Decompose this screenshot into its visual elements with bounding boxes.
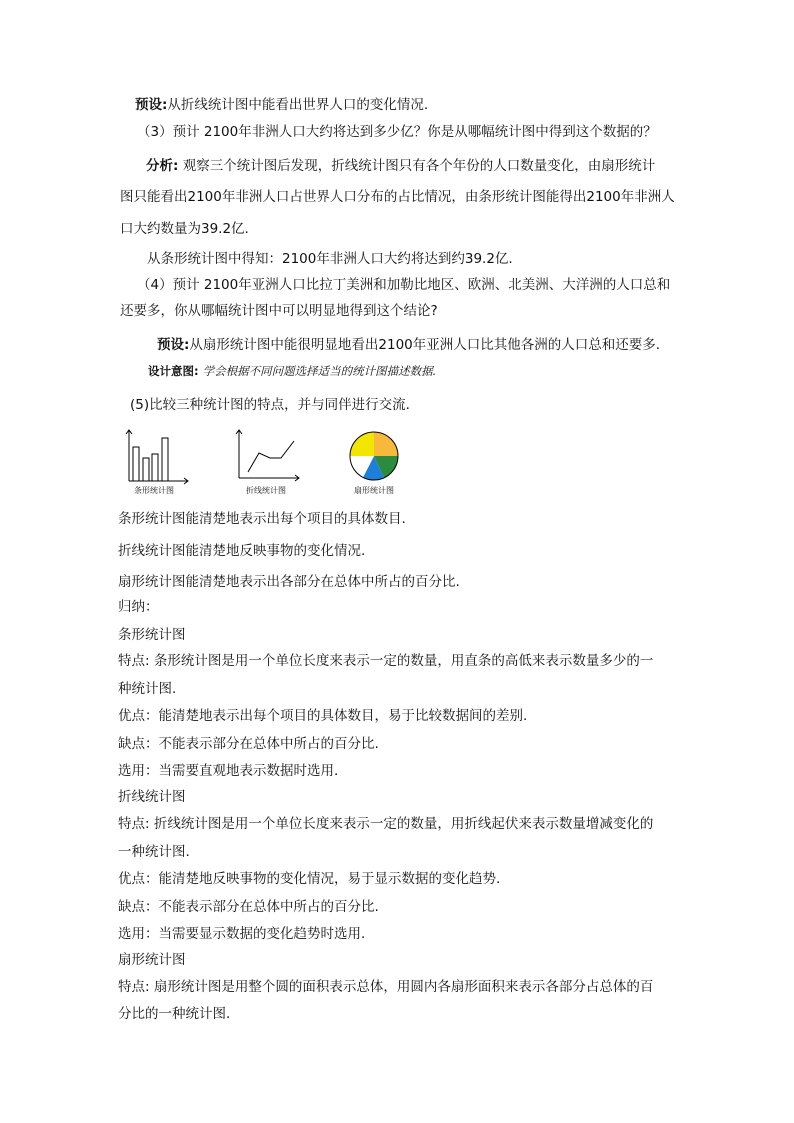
bar-feature-line-2: 种统计图.	[118, 681, 177, 697]
analysis-text: 观察三个统计图后发现，折线统计图只有各个年份的人口数量变化，由扇形统计	[178, 158, 656, 174]
conclusion-heading: 归纳：	[118, 599, 159, 615]
line-section-title: 折线统计图	[118, 789, 186, 805]
summary-pie: 扇形统计图能清楚地表示出各部分在总体中所占的百分比.	[118, 574, 460, 590]
bar-feature-line-1: 特点: 条形统计图是用一个单位长度来表示一定的数量，用直条的高低来表示数量多少的一	[118, 653, 654, 669]
bar-chart-figure	[122, 428, 192, 498]
question-3: （3）预计 2100年非洲人口大约将达到多少亿？你是从哪幅统计图中得到这个数据的？	[137, 124, 657, 140]
analysis-line-4: 从条形统计图中得知：2100年非洲人口大约将达到约39.2亿.	[147, 251, 513, 267]
question-4-line-2: 还要多，你从哪幅统计图中可以明显地得到这个结论?	[120, 303, 438, 319]
analysis-label: 分析:	[146, 158, 179, 174]
preset-label: 预设:	[157, 337, 190, 353]
line-feature-line-2: 一种统计图.	[118, 844, 190, 860]
pie-section-title: 扇形统计图	[118, 952, 186, 968]
bar-chart-caption: 条形统计图	[134, 486, 174, 495]
bar-section-title: 条形统计图	[118, 627, 186, 643]
analysis-line-1	[146, 157, 655, 175]
pie-chart-figure	[346, 428, 406, 498]
question-4-line-1: （4）预计 2100年亚洲人口比拉丁美洲和加勒比地区、欧洲、北美洲、大洋洲的人口总和	[137, 277, 671, 293]
preset-line-1	[135, 96, 428, 114]
pie-chart-caption: 扇形统计图	[354, 486, 394, 495]
summary-line: 折线统计图能清楚地反映事物的变化情况.	[118, 543, 366, 559]
preset-text: 从折线统计图中能看出世界人口的变化情况.	[167, 97, 429, 113]
bar-advantage: 优点：能清楚地表示出每个项目的具体数目，易于比较数据间的差别.	[118, 708, 528, 724]
bar-usage: 选用：当需要直观地表示数据时选用.	[118, 763, 339, 779]
line-usage: 选用：当需要显示数据的变化趋势时选用.	[118, 926, 366, 942]
preset-line-2	[157, 336, 660, 354]
design-label: 设计意图:	[148, 364, 199, 378]
line-advantage: 优点：能清楚地反映事物的变化情况，易于显示数据的变化趋势.	[118, 871, 501, 887]
analysis-line-3: 口大约数量为39.2亿.	[120, 221, 249, 237]
line-chart-figure	[233, 428, 305, 498]
line-chart-illustration	[233, 428, 305, 488]
design-text: 学会根据不同问题选择适当的统计图描述数据.	[202, 364, 437, 378]
analysis-line-2: 图只能看出2100年非洲人口占世界人口分布的占比情况，由条形统计图能得出2100年非洲人	[120, 189, 675, 205]
pie-feature-line-2: 分比的一种统计图.	[118, 1006, 231, 1022]
design-intent	[148, 362, 436, 380]
bar-disadvantage: 缺点：不能表示部分在总体中所占的百分比.	[118, 736, 379, 752]
summary-bar: 条形统计图能清楚地表示出每个项目的具体数目.	[118, 511, 406, 527]
line-disadvantage: 缺点：不能表示部分在总体中所占的百分比.	[118, 899, 379, 915]
question-5: (5)比较三种统计图的特点，并与同伴进行交流．	[130, 397, 420, 413]
line-feature-line-1: 特点: 折线统计图是用一个单位长度来表示一定的数量，用折线起伏来表示数量增减变化的	[118, 816, 654, 832]
preset-text: 从扇形统计图中能很明显地看出2100年亚洲人口比其他各洲的人口总和还要多.	[189, 337, 661, 353]
line-chart-caption: 折线统计图	[246, 486, 286, 495]
preset-label: 预设:	[135, 97, 168, 113]
bar-chart-illustration	[122, 428, 192, 488]
pie-feature-line-1: 特点: 扇形统计图是用整个圆的面积表示总体，用圆内各扇形面积来表示各部分占总体的百	[118, 979, 654, 995]
pie-chart-illustration	[346, 428, 402, 484]
